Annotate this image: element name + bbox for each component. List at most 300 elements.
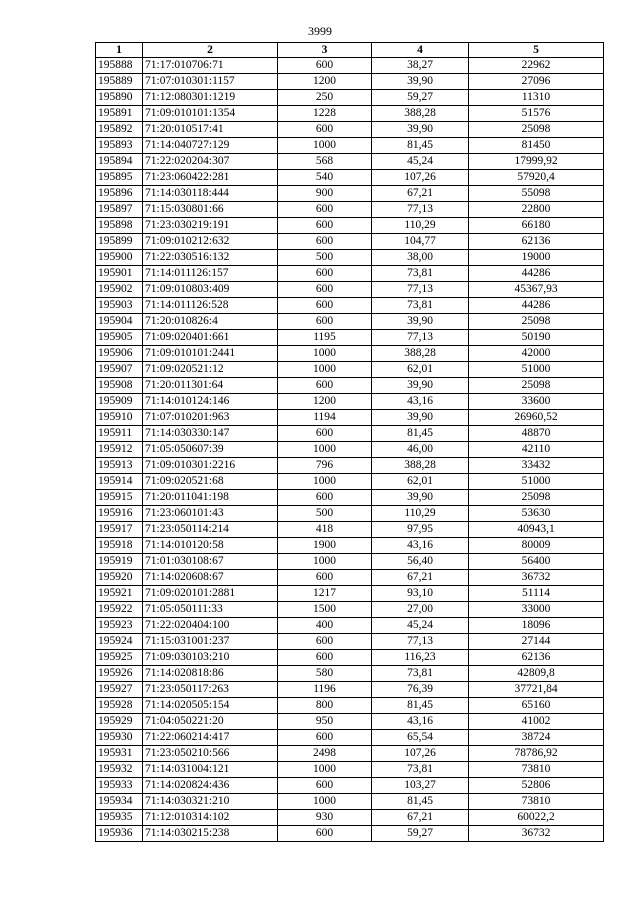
cadastral-number-cell: 71:23:060422:281 [143,170,278,186]
row-number-cell: 195905 [96,330,143,346]
cadastral-number-cell: 71:09:020101:2881 [143,586,278,602]
value-cell: 25098 [469,122,604,138]
rate-cell: 103,27 [372,778,469,794]
table-row [96,426,604,442]
row-number-cell: 195933 [96,778,143,794]
rate-cell: 76,39 [372,682,469,698]
rate-cell: 67,21 [372,570,469,586]
cadastral-number-cell: 71:09:010301:2216 [143,458,278,474]
area-cell: 1196 [278,682,372,698]
cadastral-number-cell: 71:14:011126:528 [143,298,278,314]
value-cell: 22800 [469,202,604,218]
area-cell: 1200 [278,394,372,410]
table-row [96,698,604,714]
rate-cell: 62,01 [372,474,469,490]
cadastral-number-cell: 71:09:020521:12 [143,362,278,378]
table-row [96,90,604,106]
area-cell: 1194 [278,410,372,426]
area-cell: 1228 [278,106,372,122]
value-cell: 60022,2 [469,810,604,826]
area-cell: 1000 [278,762,372,778]
rate-cell: 59,27 [372,826,469,842]
registry-table [95,42,604,842]
area-cell: 900 [278,186,372,202]
value-cell: 18096 [469,618,604,634]
row-number-cell: 195931 [96,746,143,762]
cadastral-number-cell: 71:22:030516:132 [143,250,278,266]
table-row [96,458,604,474]
rate-cell: 43,16 [372,394,469,410]
value-cell: 62136 [469,234,604,250]
table-row [96,826,604,842]
value-cell: 40943,1 [469,522,604,538]
table-row [96,730,604,746]
area-cell: 568 [278,154,372,170]
cadastral-number-cell: 71:14:020505:154 [143,698,278,714]
row-number-cell: 195913 [96,458,143,474]
area-cell: 600 [278,234,372,250]
value-cell: 42110 [469,442,604,458]
cadastral-number-cell: 71:14:020608:67 [143,570,278,586]
row-number-cell: 195903 [96,298,143,314]
area-cell: 600 [278,266,372,282]
row-number-cell: 195895 [96,170,143,186]
rate-cell: 67,21 [372,810,469,826]
rate-cell: 65,54 [372,730,469,746]
area-cell: 1000 [278,794,372,810]
rate-cell: 38,00 [372,250,469,266]
row-number-cell: 195923 [96,618,143,634]
rate-cell: 93,10 [372,586,469,602]
table-header [96,43,604,58]
rate-cell: 77,13 [372,634,469,650]
area-cell: 1000 [278,362,372,378]
value-cell: 51000 [469,362,604,378]
column-header-4: 4 [372,43,469,58]
cadastral-number-cell: 71:14:030118:444 [143,186,278,202]
value-cell: 62136 [469,650,604,666]
value-cell: 56400 [469,554,604,570]
rate-cell: 43,16 [372,538,469,554]
value-cell: 33432 [469,458,604,474]
cadastral-number-cell: 71:20:011041:198 [143,490,278,506]
cadastral-number-cell: 71:23:060101:43 [143,506,278,522]
value-cell: 27144 [469,634,604,650]
cadastral-number-cell: 71:09:010101:2441 [143,346,278,362]
value-cell: 44286 [469,298,604,314]
rate-cell: 45,24 [372,154,469,170]
rate-cell: 77,13 [372,282,469,298]
area-cell: 250 [278,90,372,106]
cadastral-number-cell: 71:01:030108:67 [143,554,278,570]
cadastral-number-cell: 71:15:030801:66 [143,202,278,218]
cadastral-number-cell: 71:05:050111:33 [143,602,278,618]
rate-cell: 388,28 [372,458,469,474]
table-row [96,522,604,538]
rate-cell: 59,27 [372,90,469,106]
value-cell: 37721,84 [469,682,604,698]
area-cell: 1200 [278,74,372,90]
value-cell: 51000 [469,474,604,490]
value-cell: 78786,92 [469,746,604,762]
rate-cell: 39,90 [372,378,469,394]
rate-cell: 81,45 [372,426,469,442]
area-cell: 1000 [278,442,372,458]
table-row [96,234,604,250]
table-row [96,538,604,554]
row-number-cell: 195907 [96,362,143,378]
rate-cell: 39,90 [372,74,469,90]
table-row [96,298,604,314]
rate-cell: 107,26 [372,170,469,186]
row-number-cell: 195928 [96,698,143,714]
table-row [96,746,604,762]
area-cell: 400 [278,618,372,634]
area-cell: 800 [278,698,372,714]
row-number-cell: 195904 [96,314,143,330]
value-cell: 41002 [469,714,604,730]
cadastral-number-cell: 71:22:020204:307 [143,154,278,170]
value-cell: 38724 [469,730,604,746]
table-row [96,58,604,74]
area-cell: 950 [278,714,372,730]
value-cell: 81450 [469,138,604,154]
cadastral-number-cell: 71:22:060214:417 [143,730,278,746]
row-number-cell: 195892 [96,122,143,138]
row-number-cell: 195932 [96,762,143,778]
value-cell: 51114 [469,586,604,602]
row-number-cell: 195926 [96,666,143,682]
rate-cell: 104,77 [372,234,469,250]
value-cell: 65160 [469,698,604,714]
cadastral-number-cell: 71:14:020818:86 [143,666,278,682]
area-cell: 600 [278,298,372,314]
table-row [96,650,604,666]
table-row [96,218,604,234]
cadastral-number-cell: 71:04:050221:20 [143,714,278,730]
area-cell: 1000 [278,138,372,154]
table-row [96,250,604,266]
area-cell: 1000 [278,346,372,362]
value-cell: 27096 [469,74,604,90]
cadastral-number-cell: 71:14:030215:238 [143,826,278,842]
cadastral-number-cell: 71:23:050210:566 [143,746,278,762]
table-row [96,474,604,490]
table-row [96,618,604,634]
cadastral-number-cell: 71:23:050114:214 [143,522,278,538]
table-row [96,554,604,570]
rate-cell: 81,45 [372,698,469,714]
area-cell: 600 [278,426,372,442]
cadastral-number-cell: 71:20:011301:64 [143,378,278,394]
value-cell: 25098 [469,314,604,330]
rate-cell: 27,00 [372,602,469,618]
cadastral-number-cell: 71:05:050607:39 [143,442,278,458]
row-number-cell: 195902 [96,282,143,298]
row-number-cell: 195915 [96,490,143,506]
value-cell: 33600 [469,394,604,410]
row-number-cell: 195929 [96,714,143,730]
row-number-cell: 195906 [96,346,143,362]
area-cell: 600 [278,826,372,842]
area-cell: 500 [278,250,372,266]
table-row [96,154,604,170]
area-cell: 1500 [278,602,372,618]
table-row [96,778,604,794]
rate-cell: 110,29 [372,218,469,234]
row-number-cell: 195889 [96,74,143,90]
row-number-cell: 195899 [96,234,143,250]
cadastral-number-cell: 71:14:011126:157 [143,266,278,282]
area-cell: 600 [278,218,372,234]
table-row [96,714,604,730]
row-number-cell: 195893 [96,138,143,154]
table-row [96,106,604,122]
table-row [96,634,604,650]
value-cell: 53630 [469,506,604,522]
row-number-cell: 195897 [96,202,143,218]
row-number-cell: 195901 [96,266,143,282]
area-cell: 600 [278,570,372,586]
cadastral-number-cell: 71:07:010201:963 [143,410,278,426]
table-row [96,442,604,458]
rate-cell: 45,24 [372,618,469,634]
cadastral-number-cell: 71:14:010124:146 [143,394,278,410]
area-cell: 1000 [278,474,372,490]
value-cell: 52806 [469,778,604,794]
area-cell: 600 [278,58,372,74]
table-row [96,602,604,618]
row-number-cell: 195918 [96,538,143,554]
rate-cell: 73,81 [372,762,469,778]
value-cell: 17999,92 [469,154,604,170]
value-cell: 22962 [469,58,604,74]
cadastral-number-cell: 71:14:031004:121 [143,762,278,778]
area-cell: 500 [278,506,372,522]
row-number-cell: 195934 [96,794,143,810]
area-cell: 1217 [278,586,372,602]
area-cell: 1000 [278,554,372,570]
table-row [96,394,604,410]
area-cell: 600 [278,730,372,746]
area-cell: 930 [278,810,372,826]
page-number: 3999 [308,24,332,38]
rate-cell: 73,81 [372,298,469,314]
table-row [96,810,604,826]
area-cell: 796 [278,458,372,474]
table-row [96,170,604,186]
rate-cell: 39,90 [372,314,469,330]
cadastral-number-cell: 71:15:031001:237 [143,634,278,650]
cadastral-number-cell: 71:09:020521:68 [143,474,278,490]
area-cell: 600 [278,122,372,138]
cadastral-number-cell: 71:12:010314:102 [143,810,278,826]
row-number-cell: 195916 [96,506,143,522]
rate-cell: 56,40 [372,554,469,570]
table-row [96,266,604,282]
area-cell: 600 [278,378,372,394]
row-number-cell: 195911 [96,426,143,442]
value-cell: 19000 [469,250,604,266]
table-row [96,314,604,330]
table-row [96,762,604,778]
area-cell: 600 [278,634,372,650]
area-cell: 540 [278,170,372,186]
table-row [96,362,604,378]
row-number-cell: 195890 [96,90,143,106]
row-number-cell: 195924 [96,634,143,650]
table-row [96,682,604,698]
row-number-cell: 195894 [96,154,143,170]
rate-cell: 46,00 [372,442,469,458]
rate-cell: 110,29 [372,506,469,522]
table-row [96,202,604,218]
header-row [96,43,604,58]
value-cell: 36732 [469,570,604,586]
column-header-5: 5 [469,43,604,58]
cadastral-number-cell: 71:09:010101:1354 [143,106,278,122]
table-row [96,586,604,602]
row-number-cell: 195912 [96,442,143,458]
value-cell: 73810 [469,794,604,810]
cadastral-number-cell: 71:14:040727:129 [143,138,278,154]
row-number-cell: 195920 [96,570,143,586]
rate-cell: 81,45 [372,138,469,154]
rate-cell: 73,81 [372,666,469,682]
value-cell: 66180 [469,218,604,234]
area-cell: 600 [278,202,372,218]
value-cell: 36732 [469,826,604,842]
rate-cell: 107,26 [372,746,469,762]
value-cell: 48870 [469,426,604,442]
value-cell: 51576 [469,106,604,122]
row-number-cell: 195936 [96,826,143,842]
table-row [96,74,604,90]
table-row [96,122,604,138]
cadastral-number-cell: 71:23:030219:191 [143,218,278,234]
value-cell: 25098 [469,378,604,394]
cadastral-number-cell: 71:09:010803:409 [143,282,278,298]
area-cell: 600 [278,650,372,666]
row-number-cell: 195909 [96,394,143,410]
row-number-cell: 195935 [96,810,143,826]
table-row [96,570,604,586]
table-row [96,346,604,362]
row-number-cell: 195908 [96,378,143,394]
area-cell: 2498 [278,746,372,762]
cadastral-number-cell: 71:22:020404:100 [143,618,278,634]
row-number-cell: 195910 [96,410,143,426]
table-row [96,330,604,346]
cadastral-number-cell: 71:09:020401:661 [143,330,278,346]
row-number-cell: 195914 [96,474,143,490]
area-cell: 580 [278,666,372,682]
row-number-cell: 195917 [96,522,143,538]
rate-cell: 38,27 [372,58,469,74]
column-header-2: 2 [143,43,278,58]
value-cell: 26960,52 [469,410,604,426]
row-number-cell: 195927 [96,682,143,698]
rate-cell: 388,28 [372,346,469,362]
cadastral-number-cell: 71:14:030330:147 [143,426,278,442]
rate-cell: 77,13 [372,330,469,346]
cadastral-number-cell: 71:14:020824:436 [143,778,278,794]
table-row [96,490,604,506]
row-number-cell: 195921 [96,586,143,602]
rate-cell: 81,45 [372,794,469,810]
rate-cell: 97,95 [372,522,469,538]
row-number-cell: 195891 [96,106,143,122]
value-cell: 42000 [469,346,604,362]
rate-cell: 43,16 [372,714,469,730]
cadastral-number-cell: 71:23:050117:263 [143,682,278,698]
value-cell: 73810 [469,762,604,778]
row-number-cell: 195900 [96,250,143,266]
rate-cell: 62,01 [372,362,469,378]
table-row [96,506,604,522]
cadastral-number-cell: 71:17:010706:71 [143,58,278,74]
column-header-3: 3 [278,43,372,58]
value-cell: 80009 [469,538,604,554]
cadastral-number-cell: 71:09:010212:632 [143,234,278,250]
rate-cell: 39,90 [372,490,469,506]
table-row [96,794,604,810]
area-cell: 600 [278,490,372,506]
value-cell: 45367,93 [469,282,604,298]
rate-cell: 116,23 [372,650,469,666]
table-body [96,58,604,842]
value-cell: 42809,8 [469,666,604,682]
rate-cell: 73,81 [372,266,469,282]
cadastral-number-cell: 71:20:010826:4 [143,314,278,330]
area-cell: 600 [278,778,372,794]
cadastral-number-cell: 71:12:080301:1219 [143,90,278,106]
value-cell: 25098 [469,490,604,506]
row-number-cell: 195919 [96,554,143,570]
area-cell: 1900 [278,538,372,554]
rate-cell: 39,90 [372,410,469,426]
column-header-1: 1 [96,43,143,58]
row-number-cell: 195922 [96,602,143,618]
area-cell: 418 [278,522,372,538]
cadastral-number-cell: 71:09:030103:210 [143,650,278,666]
cadastral-number-cell: 71:07:010301:1157 [143,74,278,90]
cadastral-number-cell: 71:14:030321:210 [143,794,278,810]
row-number-cell: 195898 [96,218,143,234]
table-row [96,282,604,298]
table-row [96,378,604,394]
row-number-cell: 195930 [96,730,143,746]
rate-cell: 67,21 [372,186,469,202]
value-cell: 50190 [469,330,604,346]
value-cell: 33000 [469,602,604,618]
table-row [96,666,604,682]
row-number-cell: 195925 [96,650,143,666]
rate-cell: 388,28 [372,106,469,122]
table-row [96,410,604,426]
area-cell: 600 [278,282,372,298]
value-cell: 11310 [469,90,604,106]
row-number-cell: 195896 [96,186,143,202]
table-row [96,138,604,154]
area-cell: 1195 [278,330,372,346]
cadastral-number-cell: 71:14:010120:58 [143,538,278,554]
rate-cell: 39,90 [372,122,469,138]
value-cell: 44286 [469,266,604,282]
table-row [96,186,604,202]
cadastral-number-cell: 71:20:010517:41 [143,122,278,138]
rate-cell: 77,13 [372,202,469,218]
